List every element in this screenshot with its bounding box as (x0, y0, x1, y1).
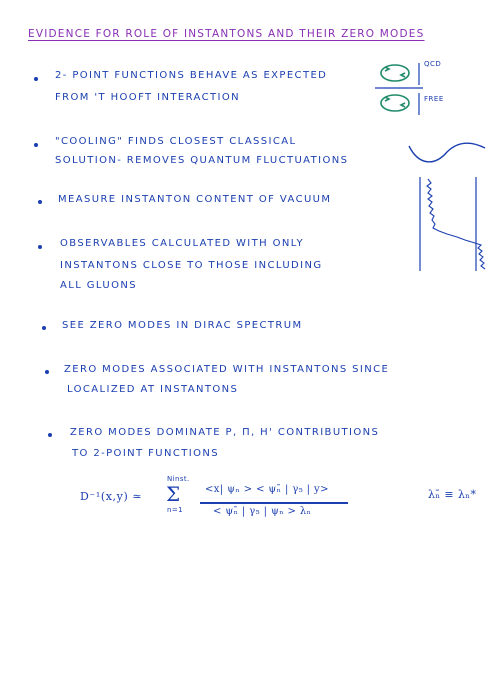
bullet-4-line-1: OBSERVABLES CALCULATED WITH ONLY (60, 238, 304, 249)
bullet-1-line-1: 2- POINT FUNCTIONS BEHAVE AS EXPECTED (55, 70, 328, 81)
bullet-5-line-1: SEE ZERO MODES IN DIRAC SPECTRUM (62, 320, 303, 331)
qcd-label: QCD (424, 60, 442, 68)
free-label: FREE (424, 95, 444, 103)
formula-denominator: < ψₙ̄ | γ₅ | ψₙ > λₙ (213, 506, 312, 517)
formula-numerator: <x| ψₙ > < ψₙ̄ | γ₅ | y> (205, 484, 329, 495)
bullet-marker (48, 433, 52, 437)
formula-sum-upper-limit: Ninst. (167, 475, 190, 483)
bullet-1-line-2: FROM 'T HOOFT INTERACTION (55, 92, 240, 103)
formula-sum-symbol: Σ (166, 482, 181, 506)
page-title: EVIDENCE FOR ROLE OF INSTANTONS AND THEIR ZERO MODES (28, 28, 425, 40)
bullet-marker (38, 200, 42, 204)
bullet-7-line-1: ZERO MODES DOMINATE Ρ, Π, Η' CONTRIBUTIONS (70, 427, 380, 438)
bullet-marker (42, 326, 46, 330)
bullet-4-line-3: ALL GLUONS (60, 280, 138, 291)
bullet-3-line-1: MEASURE INSTANTON CONTENT OF VACUUM (58, 194, 332, 205)
formula-lambda-relation: λₙ̄ ≡ λₙ* (428, 488, 477, 501)
bullet-6-line-1: ZERO MODES ASSOCIATED WITH INSTANTONS SINCE (64, 364, 390, 375)
bullet-marker (34, 77, 38, 81)
formula-lhs: D⁻¹(x,y) ≃ (80, 490, 143, 503)
bullet-2-line-1: "COOLING" FINDS CLOSEST CLASSICAL (55, 136, 297, 147)
formula-fraction-bar (200, 502, 348, 504)
bullet-2-line-2: SOLUTION- REMOVES QUANTUM FLUCTUATIONS (55, 155, 349, 166)
bullet-marker (34, 143, 38, 147)
bullet-7-line-2: TO 2-POINT FUNCTIONS (72, 448, 220, 459)
formula-sum-lower-limit: n=1 (167, 506, 183, 514)
noisy-field-icon (410, 175, 490, 275)
bullet-4-line-2: INSTANTONS CLOSE TO THOSE INCLUDING (60, 260, 323, 271)
bullet-6-line-2: LOCALIZED AT INSTANTONS (67, 384, 239, 395)
bullet-marker (45, 370, 49, 374)
smooth-wave-icon (405, 138, 490, 170)
bullet-marker (38, 245, 42, 249)
